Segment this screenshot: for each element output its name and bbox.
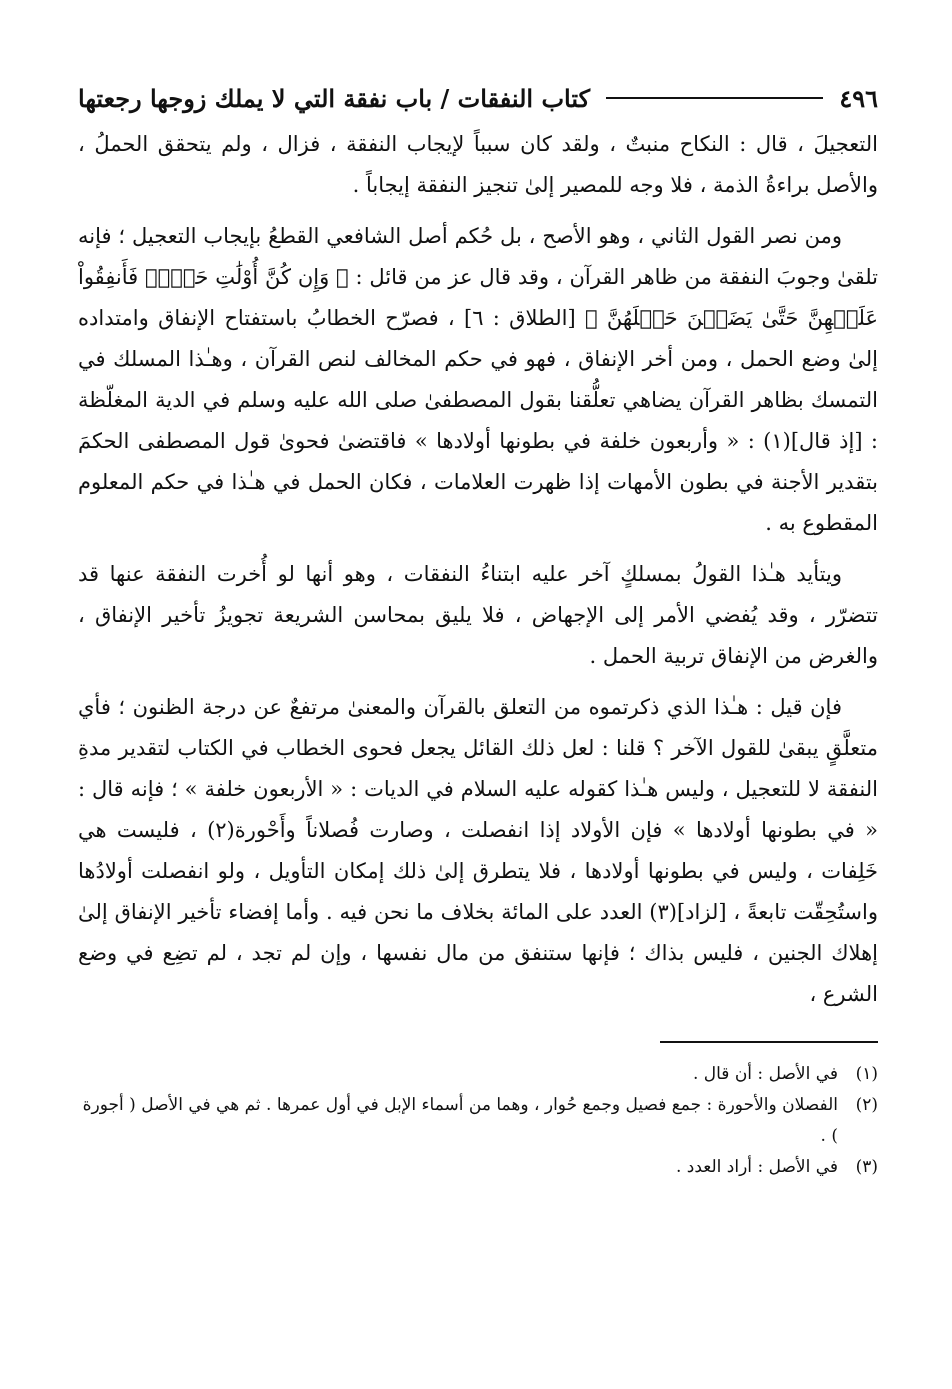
page-number: ٤٩٦ — [839, 83, 878, 113]
paragraph: ومن نصر القول الثاني ، وهو الأصح ، بل حُكم أصل الشافعي القطعُ بإيجاب التعجيل ؛ فإنه تلقىٰ وجوبَ النفقة من ظاهر القرآن ، وقد قال عز من قائل : ﴿ وَإِن كُنَّ أُوْلَٰتِ حَمۡلٖ فَأَنفِقُواْ عَلَيۡهِنَّ حَتَّىٰ يَضَعۡنَ حَمۡلَهُنَّ ﴾ [الطلاق : ٦] ، فصرّح الخطابُ باستفتاح الإنفاق وامتداده إلىٰ وضع الحمل ، ومن أخر الإنفاق ، فهو في حكم المخالف لنص القرآن ، وهـٰذا المسلك في التمسك بظاهر القرآن يضاهي تعلُّقنا بقول المصطفىٰ صلى الله عليه وسلم في الدية المغلّظة : [إذ قال](١) : « وأربعون خلفة في بطونها أولادها » فاقتضىٰ فحوىٰ قول المصطفى الحكمَ بتقدير الأجنة في بطون الأمهات إذا ظهرت العلامات ، فكان الحمل في هـٰذا في حكم المعلوم المقطوع به . — [78, 224, 878, 535]
header-rule — [606, 97, 823, 99]
paragraph: التعجيلَ ، قال : النكاح منبتٌ ، ولقد كان سبباً لإيجاب النفقة ، فزال ، ولم يتحقق الحملُ ، والأصل براءةُ الذمة ، فلا وجه للمصير إلىٰ تنجيز النفقة إيجاباً . — [78, 132, 878, 197]
footnote-number: (٢) — [855, 1095, 878, 1115]
footnote-text: الفصلان والأحورة : جمع فصيل وجمع حُوار ، وهما من أسماء الإبل في أول عمرها . ثم هي في الأصل ( أجورة ) . — [82, 1095, 838, 1146]
running-title: كتاب النفقات / باب نفقة التي لا يملك زوجها رجعتها — [78, 83, 591, 113]
document-page — [78, 72, 878, 1183]
footnote — [78, 1059, 878, 1090]
footnotes — [78, 1059, 878, 1183]
footnote-text: في الأصل : أن قال . — [692, 1064, 838, 1084]
paragraph: ويتأيد هـٰذا القولُ بمسلكٍ آخر عليه ابتناءُ النفقات ، وهو أنها لو أُخرت النفقة عنها قد تتضرّر ، وقد يُفضي الأمر إلى الإجهاض ، فلا يليق بمحاسن الشريعة تجويزُ تأخير الإنفاق ، والغرض من الإنفاق تربية الحمل . — [78, 562, 878, 668]
running-header — [78, 72, 878, 124]
footnote-number: (٣) — [855, 1157, 878, 1177]
footnote — [78, 1152, 878, 1183]
main-text — [78, 124, 878, 1015]
footnote-text: في الأصل : أراد العدد . — [676, 1157, 838, 1177]
footnote-number: (١) — [855, 1064, 878, 1084]
footnote — [78, 1090, 878, 1152]
paragraph: فإن قيل : هـٰذا الذي ذكرتموه من التعلق بالقرآن والمعنىٰ مرتفعٌ عن درجة الظنون ؛ فأي متعلَّقٍ يبقىٰ للقول الآخر ؟ قلنا : لعل ذلك القائل يجعل فحوى الخطاب في الكتاب لتقدير مدةِ النفقة لا للتعجيل ، وليس هـٰذا كقوله عليه السلام في الديات : « الأربعون خلفة » ؛ فإنه قال : « في بطونها أولادها » فإن الأولاد إذا انفصلت ، وصارت فُصلاناً وأَحْورة(٢) ، فليست هي خَلِفات ، وليس في بطونها أولادها ، فلا يتطرق إلىٰ ذلك إمكان التأويل ، ولو انفصلت أولادُها واستُحِقّت تابعةً ، [لزاد](٣) العدد على المائة بخلاف ما نحن فيه . وأما إفضاء تأخير الإنفاق إلىٰ إهلاك الجنين ، فليس بذاك ؛ فإنها ستنفق من مال نفسها ، وإن لم تجد ، لم تضِع في وضع الشرع ، — [78, 695, 878, 1006]
footnote-separator — [660, 1041, 878, 1043]
